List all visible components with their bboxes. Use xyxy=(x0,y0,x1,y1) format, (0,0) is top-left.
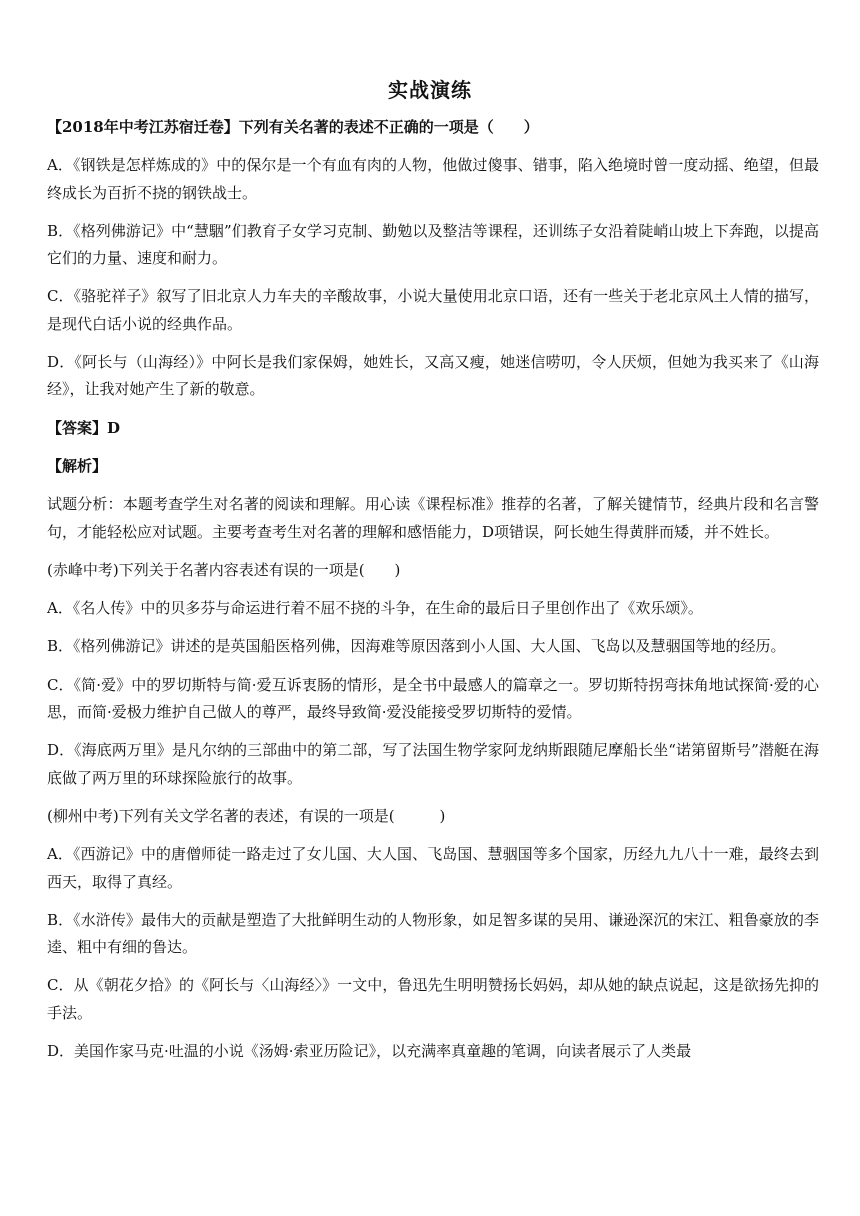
question-3-option-c: C．从《朝花夕拾》的《阿长与〈山海经〉》一文中，鲁迅先生明明赞扬长妈妈，却从她的缺点说起，这是欲扬先抑的手法。 xyxy=(47,976,819,1022)
question-1-option-d: D．《阿长与（山海经）》中阿长是我们家保姆，她姓长，又高又瘦，她迷信唠叨，令人厌烦，但她为我买来了《山海经》，让我对她产生了新的敬意。 xyxy=(47,353,819,399)
page-title: 实战演练 xyxy=(388,78,472,102)
question-1-stem: 【2018年中考江苏宿迁卷】下列有关名著的表述不正确的一项是（ ） xyxy=(47,118,539,136)
question-2-option-b: B．《格列佛游记》讲述的是英国船医格列佛，因海难等原因落到小人国、大人国、飞岛以及慧骃国等地的经历。 xyxy=(47,637,786,656)
question-1-option-a: A．《钢铁是怎样炼成的》中的保尔是一个有血有肉的人物，他做过傻事、错事，陷入绝境时曾一度动摇、绝望，但最终成长为百折不挠的钢铁战士。 xyxy=(47,156,819,202)
question-3-option-a: A．《西游记》中的唐僧师徒一路走过了女儿国、大人国、飞岛国、慧骃国等多个国家，历经九九八十一难，最终去到西天，取得了真经。 xyxy=(47,845,819,891)
question-1-analysis: 试题分析：本题考查学生对名著的阅读和理解。用心读《课程标准》推荐的名著，了解关键情节，经典片段和名言警句，才能轻松应对试题。主要考查考生对名著的理解和感悟能力，D项错误，阿长她生得黄胖而矮，并不姓长。 xyxy=(47,495,819,541)
question-2-stem: (赤峰中考)下列关于名著内容表述有误的一项是( ) xyxy=(47,560,401,579)
question-1-answer: 【答案】D xyxy=(47,418,121,437)
question-1-option-b: B．《格列佛游记》中“慧駰”们教育子女学习克制、勤勉以及整洁等课程，还训练子女沿着陡峭山坡上下奔跑，以提高它们的力量、速度和耐力。 xyxy=(47,221,819,268)
question-2-option-d: D．《海底两万里》是凡尔纳的三部曲中的第二部，写了法国生物学家阿龙纳斯跟随尼摩船长坐“诺第留斯号”潜艇在海底做了两万里的环球探险旅行的故事。 xyxy=(47,741,819,787)
document-body xyxy=(47,114,819,1065)
question-3-stem: (柳州中考)下列有关文学名著的表述，有误的一项是( ) xyxy=(47,806,446,825)
question-2-option-c: C．《简·爱》中的罗切斯特与简·爱互诉衷肠的情形，是全书中最感人的篇章之一。罗切斯特拐弯抹角地试探简·爱的心思，而简·爱极力维护自己做人的尊严，最终导致简·爱没能接受罗切斯特的爱情。 xyxy=(47,675,819,722)
question-3-option-b: B．《水浒传》最伟大的贡献是塑造了大批鲜明生动的人物形象，如足智多谋的吴用、谦逊深沉的宋江、粗鲁豪放的李逵、粗中有细的鲁达。 xyxy=(47,910,819,957)
question-1-analysis-label: 【解析】 xyxy=(47,456,108,475)
question-2-option-a: A．《名人传》中的贝多芬与命运进行着不屈不挠的斗争，在生命的最后日子里创作出了《欢乐颂》。 xyxy=(47,599,703,618)
question-1-option-c: C．《骆驼祥子》叙写了旧北京人力车夫的辛酸故事，小说大量使用北京口语，还有一些关于老北京风土人情的描写，是现代白话小说的经典作品。 xyxy=(47,287,819,333)
question-3-option-d: D．美国作家马克·吐温的小说《汤姆·索亚历险记》，以充满率真童趣的笔调，向读者展示了人类最 xyxy=(47,1042,692,1061)
